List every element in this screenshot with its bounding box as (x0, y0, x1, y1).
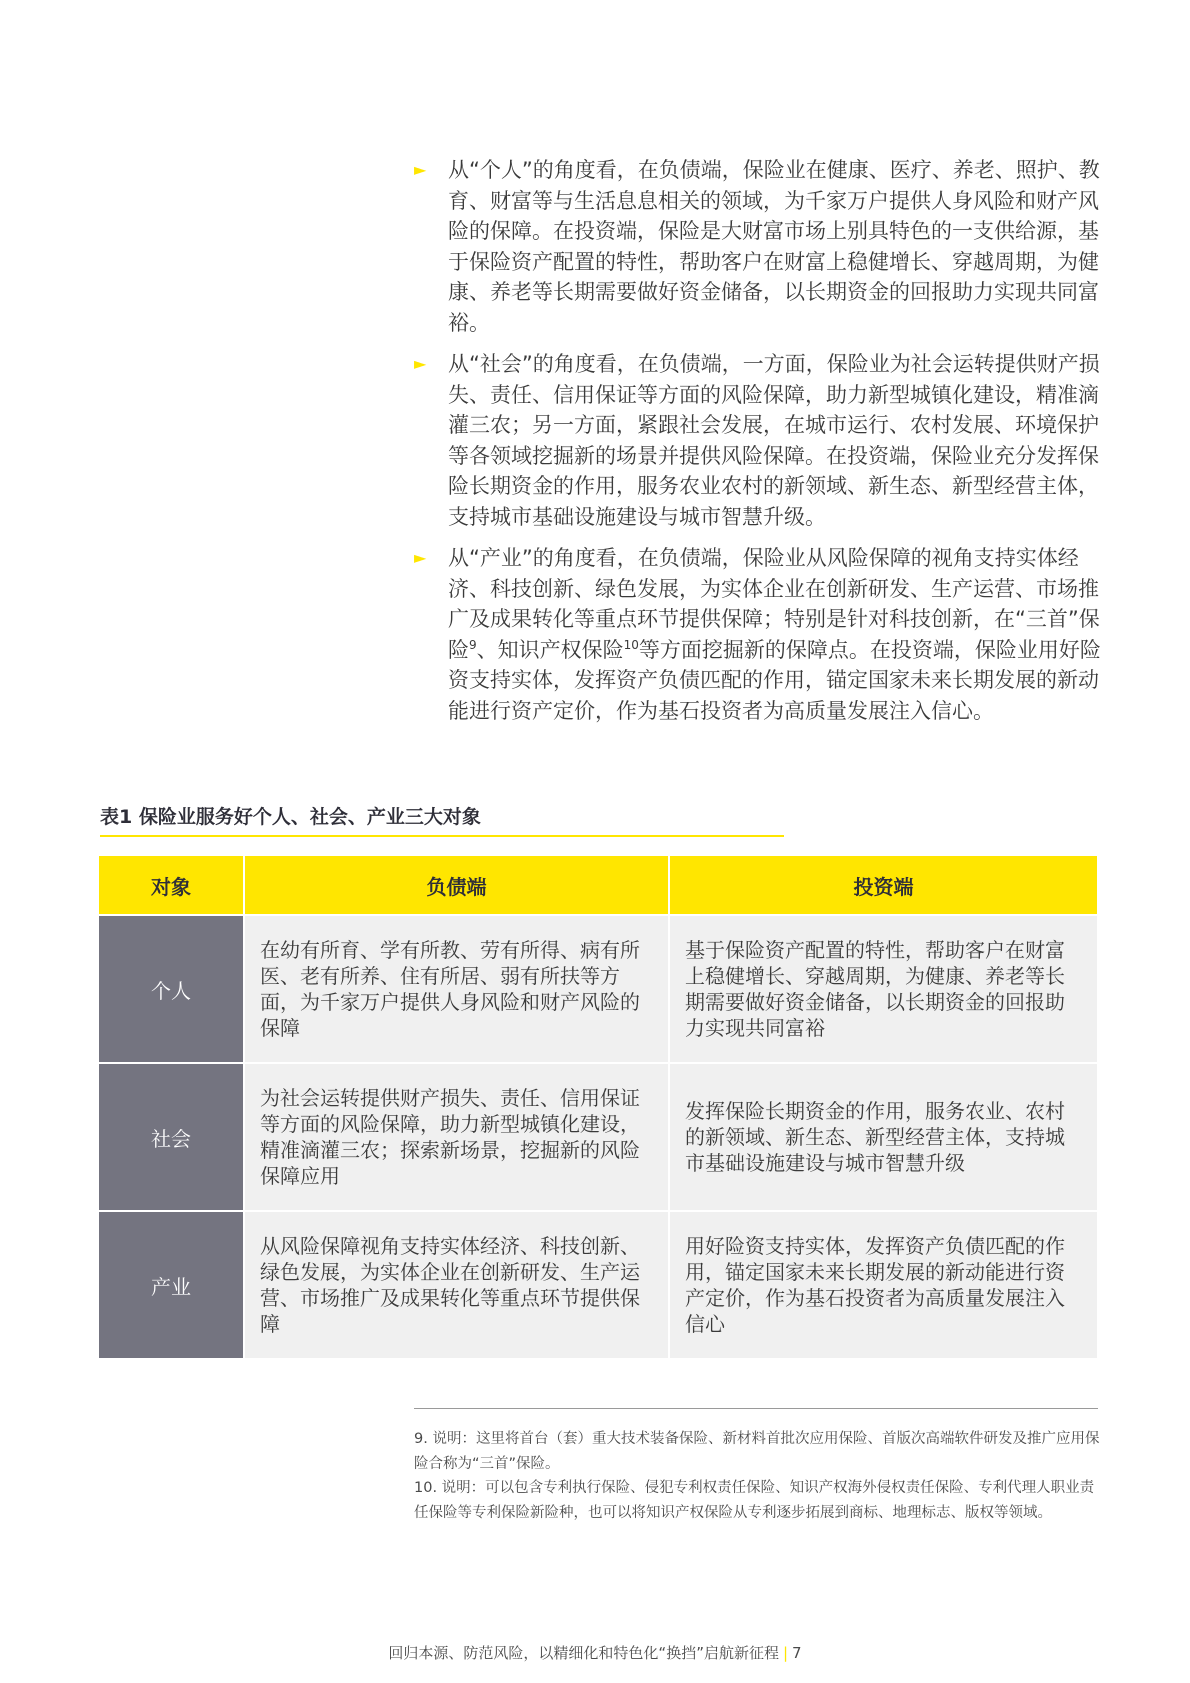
row-label: 社会 (99, 1064, 243, 1210)
footer-title: 回归本源、防范风险，以精细化和特色化“换挡”启航新征程 (388, 1644, 779, 1662)
bullet-arrow-icon: ► (414, 548, 427, 567)
bullet-text-part-a: 从“产业”的角度看，在负债端，保险业从风险保障的视角支持实体经济、科技创新、绿色发展，为实体企业在创新研发、生产运营、市场推广及成果转化等重点环节提供保障；特别是针对科技创新，在“三首”保险 (448, 546, 1100, 662)
bullet-text-part-b: 、知识产权保险 (476, 637, 624, 662)
bullet-list (414, 155, 1104, 737)
table-row (99, 914, 1097, 1062)
bullet-item-industry (414, 543, 1104, 726)
cell-text: 在幼有所育、学有所教、劳有所得、病有所医、老有所养、住有所居、弱有所扶等方面，为千家万户提供人身风险和财产风险的保障 (260, 938, 640, 1040)
cell-text: 用好险资支持实体，发挥资产负债匹配的作用，锚定国家未来长期发展的新动能进行资产定价，作为基石投资者为高质量发展注入信心 (685, 1234, 1065, 1336)
table-header-row (99, 856, 1097, 914)
table-row (99, 1210, 1097, 1358)
page-number: 7 (792, 1644, 802, 1662)
cell-text: 发挥保险长期资金的作用，服务农业、农村的新领域、新生态、新型经营主体，支持城市基础设施建设与城市智慧升级 (685, 1099, 1065, 1175)
page-footer (0, 1642, 1190, 1663)
footnote-divider (414, 1408, 1098, 1409)
liability-cell (245, 1212, 668, 1358)
liability-cell (245, 916, 668, 1062)
investment-cell (670, 1212, 1097, 1358)
title-underline (100, 835, 784, 837)
header-investment: 投资端 (670, 856, 1097, 914)
footnote-ref-9[interactable]: 9 (469, 637, 477, 652)
footnote-ref-10[interactable]: 10 (623, 637, 639, 652)
header-liability: 负债端 (245, 856, 668, 914)
cell-text: 基于保险资产配置的特性，帮助客户在财富上稳健增长、穿越周期，为健康、养老等长期需要做好资金储备，以长期资金的回报助力实现共同富裕 (685, 938, 1065, 1040)
table-row (99, 1062, 1097, 1210)
bullet-text-part-c: 等方面挖掘新的保障点。在投资端，保险业用好险资支持实体，发挥资产负债匹配的作用，锚定国家未来长期发展的新动能进行资产定价，作为基石投资者为高质量发展注入信心。 (448, 637, 1101, 723)
table-title: 表1 保险业服务好个人、社会、产业三大对象 (100, 806, 481, 828)
row-label: 产业 (99, 1212, 243, 1358)
header-object: 对象 (99, 856, 243, 914)
bullet-arrow-icon: ► (414, 160, 427, 179)
liability-cell (245, 1064, 668, 1210)
cell-text: 为社会运转提供财产损失、责任、信用保证等方面的风险保障，助力新型城镇化建设，精准滴灌三农；探索新场景，挖掘新的风险保障应用 (260, 1086, 640, 1188)
bullet-text: 从“个人”的角度看，在负债端，保险业在健康、医疗、养老、照护、教育、财富等与生活息息相关的领域，为千家万户提供人身风险和财产风险的保障。在投资端，保险是大财富市场上别具特色的一支供给源，基于保险资产配置的特性，帮助客户在财富上稳健增长、穿越周期，为健康、养老等长期需要做好资金储备，以长期资金的回报助力实现共同富裕。 (448, 158, 1100, 335)
bullet-text: 从“社会”的角度看，在负债端，一方面，保险业为社会运转提供财产损失、责任、信用保证等方面的风险保障，助力新型城镇化建设，精准滴灌三农；另一方面，紧跟社会发展，在城市运行、农村发展、环境保护等各领域挖掘新的场景并提供风险保障。在投资端，保险业充分发挥保险长期资金的作用，服务农业农村的新领域、新生态、新型经营主体，支持城市基础设施建设与城市智慧升级。 (448, 352, 1100, 529)
footnotes (414, 1427, 1104, 1525)
bullet-item-individual (414, 155, 1104, 338)
bullet-arrow-icon: ► (414, 354, 427, 373)
row-label: 个人 (99, 916, 243, 1062)
cell-text: 从风险保障视角支持实体经济、科技创新、绿色发展，为实体企业在创新研发、生产运营、市场推广及成果转化等重点环节提供保障 (260, 1234, 640, 1336)
insurance-objects-table (99, 856, 1097, 1358)
footer-separator: | (782, 1644, 789, 1662)
footnote-9: 9. 说明：这里将首台（套）重大技术装备保险、新材料首批次应用保险、首版次高端软件研发及推广应用保险合称为“三首”保险。 (414, 1431, 1100, 1472)
footnote-10: 10. 说明：可以包含专利执行保险、侵犯专利权责任保险、知识产权海外侵权责任保险、专利代理人职业责任保险等专利保险新险种，也可以将知识产权保险从专利逐步拓展到商标、地理标志、版权等领域。 (414, 1480, 1095, 1521)
investment-cell (670, 916, 1097, 1062)
bullet-item-society (414, 349, 1104, 532)
investment-cell (670, 1064, 1097, 1210)
